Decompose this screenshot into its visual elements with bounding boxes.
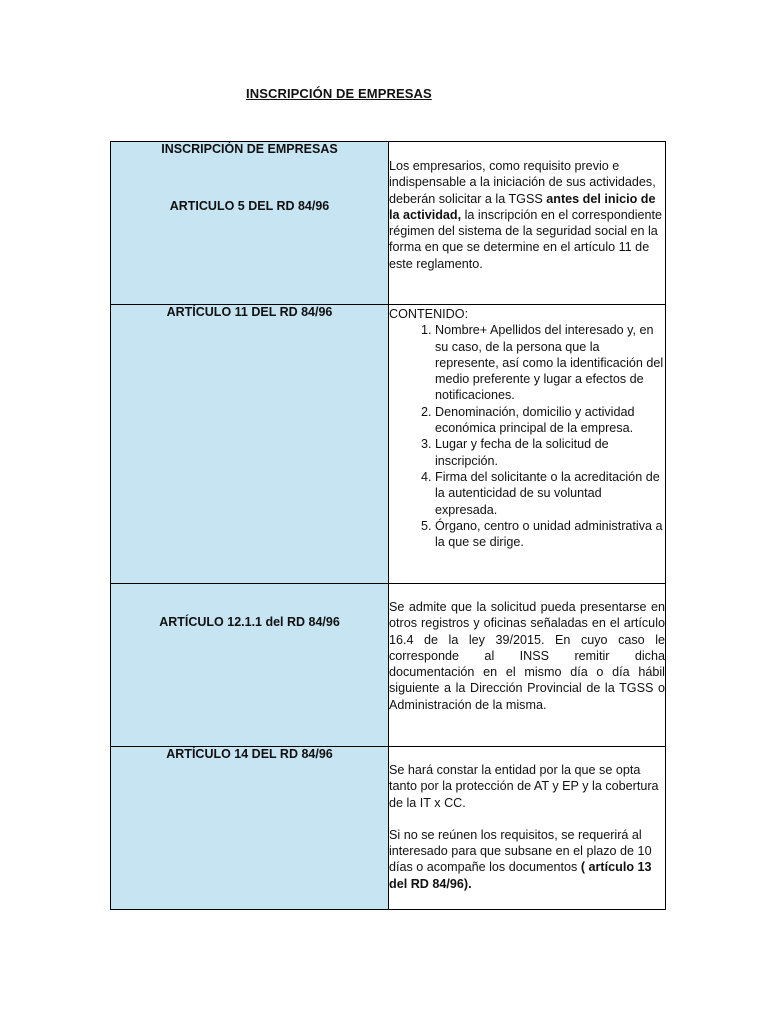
row-content-cell: [389, 747, 666, 910]
text-fragment: la inscripción en el correspondiente régimen del sistema de la seguridad social en la forma en que se determine en el artículo 11 de este reglamento.: [389, 207, 663, 271]
table-row: [111, 584, 666, 747]
list-item: 2. Denominación, domicilio y actividad económica principal de la empresa.: [435, 404, 665, 437]
table-row: [111, 305, 666, 584]
row-label-cell: [111, 747, 389, 910]
row-label: ARTICULO 5 DEL RD 84/96: [169, 199, 330, 213]
row-content-cell: [389, 305, 666, 584]
list-item: 4. Firma del solicitante o la acreditación de la autenticidad de su voluntad expresada.: [435, 469, 665, 518]
row-content-cell: [389, 584, 666, 747]
row-label-cell: [111, 142, 389, 305]
articles-table: [110, 141, 666, 910]
row-text: Se admite que la solicitud pueda presentarse en otros registros y oficinas señaladas en el artículo 16.4 de la ley 39/2015. En cuyo caso le corresponde al INSS remitir dicha documentación en el mismo día o día hábil siguiente a la Dirección Provincial de la TGSS o Administración de la misma.: [389, 600, 665, 712]
row-text: [389, 158, 665, 272]
row-label: ARTÍCULO 12.1.1 del RD 84/96: [159, 615, 340, 629]
row-label-cell: [111, 305, 389, 584]
row-label: ARTÍCULO 11 DEL RD 84/96: [166, 305, 333, 319]
bold-text-fragment: ( artículo 13 del RD 84/96).: [389, 860, 652, 891]
row-content-cell: [389, 142, 666, 305]
row-label: ARTÍCULO 14 DEL RD 84/96: [166, 747, 333, 761]
list-item: 3. Lugar y fecha de la solicitud de inscripción.: [435, 436, 665, 469]
table-row: [111, 142, 666, 305]
list-item: 1. Nombre+ Apellidos del interesado y, en su caso, de la persona que la represente, así como la identificación del medio preferente y lugar a efectos de notificaciones.: [435, 322, 665, 403]
list-item: 5. Órgano, centro o unidad administrativa a la que se dirige.: [435, 518, 665, 551]
row-text: Se hará constar la entidad por la que se opta tanto por la protección de AT y EP y la cobertura de la IT x CC.: [389, 763, 659, 810]
document-title: INSCRIPCIÓN DE EMPRESAS: [246, 86, 432, 101]
row-text: [389, 827, 665, 892]
row-label-cell: [111, 584, 389, 747]
text-fragment: Los empresarios, como requisito previo e indispensable a la iniciación de sus actividades, deberán solicitar a la TGSS: [389, 159, 656, 206]
bold-text-fragment: antes del inicio de la actividad,: [389, 191, 656, 222]
list-heading: CONTENIDO:: [389, 307, 469, 321]
table-row: [111, 747, 666, 910]
text-fragment: Si no se reúnen los requisitos, se requerirá al interesado para que subsane en el plazo de 10 días o acompañe los documentos: [389, 827, 652, 875]
content-list: [389, 322, 665, 550]
row-label: INSCRIPCIÓN DE EMPRESAS: [161, 142, 338, 156]
